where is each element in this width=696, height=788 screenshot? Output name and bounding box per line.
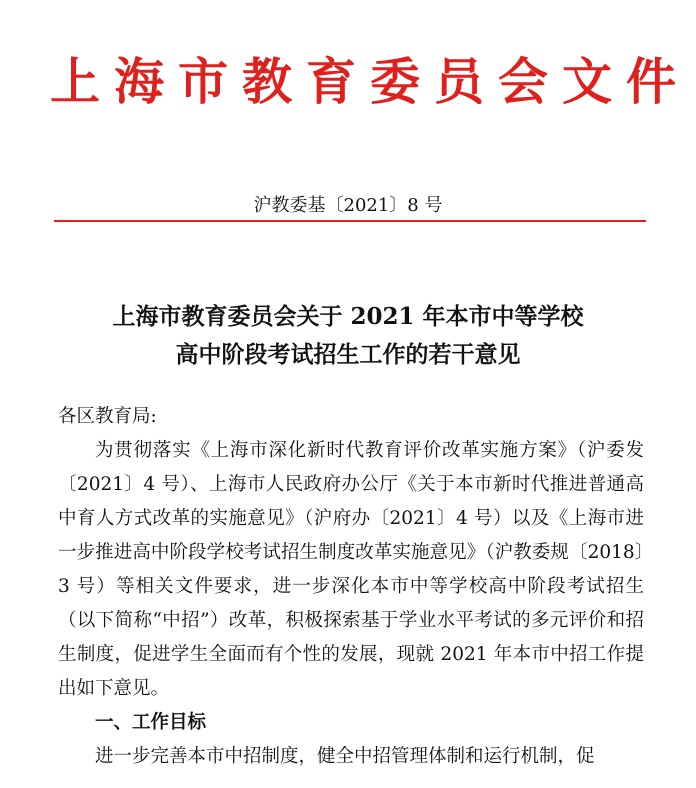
section-heading-goals: 一、工作目标 bbox=[95, 712, 207, 733]
issuing-authority-header: 上海市教育委员会文件 bbox=[50, 52, 690, 111]
document-title bbox=[50, 298, 646, 374]
goals-paragraph: 进一步完善本市中招制度，健全中招管理体制和运行机制，促 bbox=[95, 746, 595, 767]
document-number: 沪教委基〔2021〕8 号 bbox=[253, 195, 443, 216]
intro-paragraph: 为贯彻落实《上海市深化新时代教育评价改革实施方案》（沪委发〔2021〕4 号）、上海市人民政府办公厅《关于本市新时代推进普通高中育人方式改革的实施意见》（沪府办〔2021〕4 号）以及《上海市进一步推进高中阶段学校考试招生制度改革实施意见》（沪教委规〔2018〕3 号）等相关文件要求，进一步深化本市中等学校高中阶段考试招生（以下简称“中招”）改革，积极探索基于学业水平考试的多元评价和招生制度，促进学生全面而有个性的发展，现就 2021 年本市中招工作提出如下意见。 bbox=[58, 440, 644, 699]
salutation: 各区教育局: bbox=[58, 406, 157, 427]
document-body bbox=[58, 400, 644, 774]
document-title-line-1: 上海市教育委员会关于 2021 年本市中等学校 bbox=[112, 303, 584, 330]
red-divider-line bbox=[54, 220, 646, 222]
document-title-line-2: 高中阶段考试招生工作的若干意见 bbox=[175, 341, 521, 368]
